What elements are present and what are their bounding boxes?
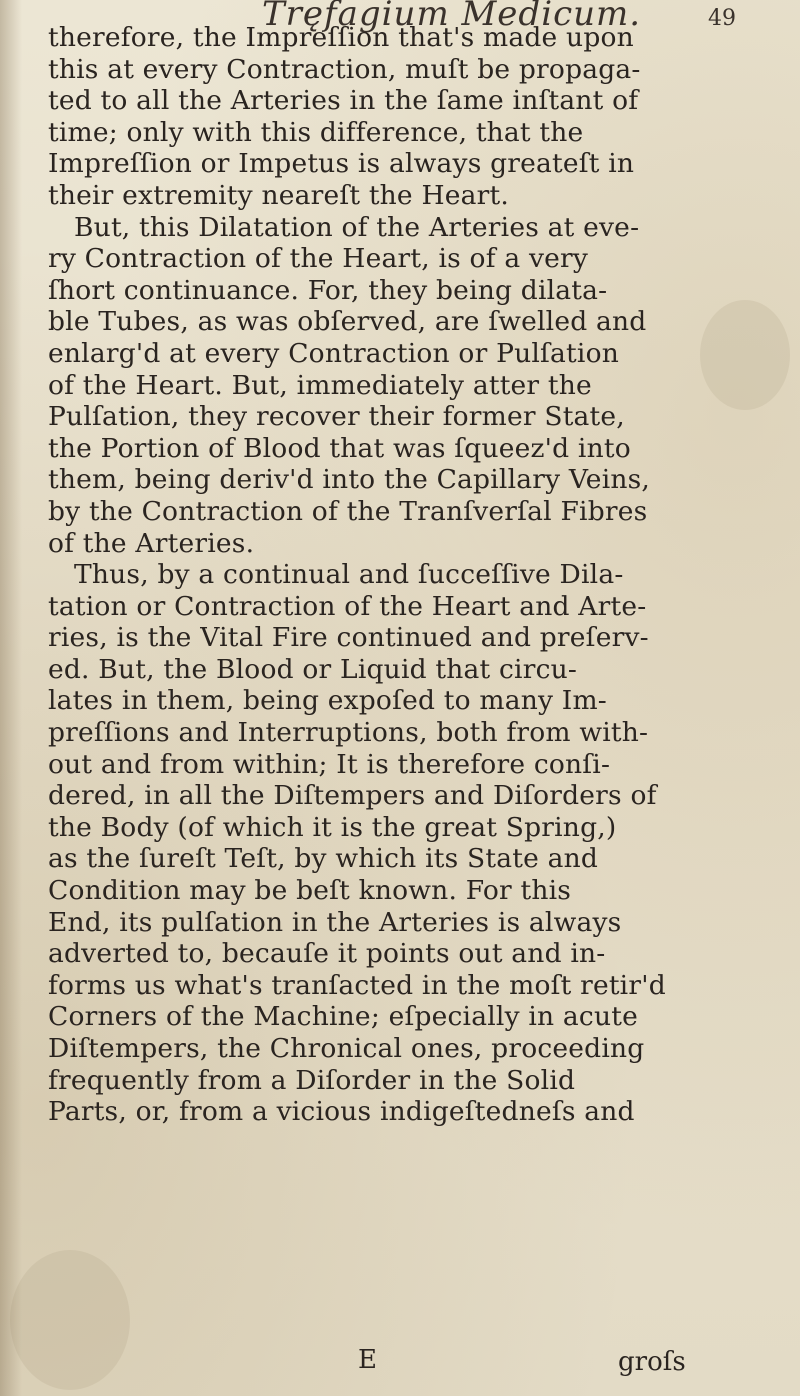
text-line: their extremity neareſt the Heart. [48,179,509,211]
text-line: Thus, by a continual and ſucceſſive Dila- [74,559,624,591]
gutter-shadow [0,0,22,1396]
text-line: ted to all the Arteries in the ſame inſtant of [48,85,639,117]
text-line: frequently from a Diſorder in the Solid [48,1064,576,1096]
text-line: time; only with this difference, that the [48,116,584,148]
text-line: as the ſureſt Teſt, by which its State and [48,843,599,875]
signature-mark: E [358,1345,377,1375]
text-line: of the Arteries. [48,527,255,559]
page-number: 49 [708,6,736,31]
text-line: Diſtempers, the Chronical ones, proceeding [48,1033,645,1064]
text-line: tation or Contraction of the Heart and Arte- [48,590,647,622]
text-line: ry Contraction of the Heart, is of a very [48,243,589,275]
text-line: End, its pulſation in the Arteries is always [48,906,622,938]
text-line: forms us what's tranſacted in the moſt retir'd [48,969,666,1001]
text-line: Pulſation, they recover their former State, [48,401,625,433]
text-line: lates in them, being expoſed to many Im- [48,685,607,717]
text-line: out and from within; It is therefore conſi- [48,748,611,780]
page-footer [48,1345,728,1379]
text-line: the Body (of which it is the great Spring,) [48,811,617,843]
body-text [48,22,728,1128]
text-line: But, this Dilatation of the Arteries at eve- [74,211,640,243]
text-line: Parts, or, from a vicious indigeſtedneſs and [48,1096,635,1128]
text-line: this at every Contraction, muſt be propaga- [48,53,641,85]
text-line: ed. But, the Blood or Liquid that circu- [48,653,578,685]
text-line: the Portion of Blood that was ſqueez'd into [48,432,631,464]
running-title: Tręfagium Medicum. [262,0,642,34]
text-line: Condition may be beſt known. For this [48,875,572,907]
text-line: ries, is the Vital Fire continued and preſerv- [48,622,649,654]
text-line: by the Contraction of the Tranſverſal Fibres [48,495,648,527]
text-line: them, being deriv'd into the Capillary Veins, [48,464,651,496]
text-line: Corners of the Machine; eſpecially in acute [48,1001,638,1033]
text-line: ſhort continuance. For, they being dilata- [48,274,608,306]
text-line: enlarg'd at every Contraction or Pulſation [48,337,619,369]
text-line: therefore, the Impreſſion that's made upon [48,22,634,53]
catchword: groſs [618,1347,686,1377]
text-line: preſſions and Interruptions, both from with- [48,717,649,749]
text-line: of the Heart. But, immediately atter the [48,369,592,401]
text-line: adverted to, becauſe it points out and in- [48,938,606,970]
text-line: dered, in all the Diſtempers and Diſorders of [48,780,657,812]
text-line: ble Tubes, as was obſerved, are ſwelled and [48,306,647,338]
text-line: Impreſſion or Impetus is always greateſt in [48,148,635,180]
